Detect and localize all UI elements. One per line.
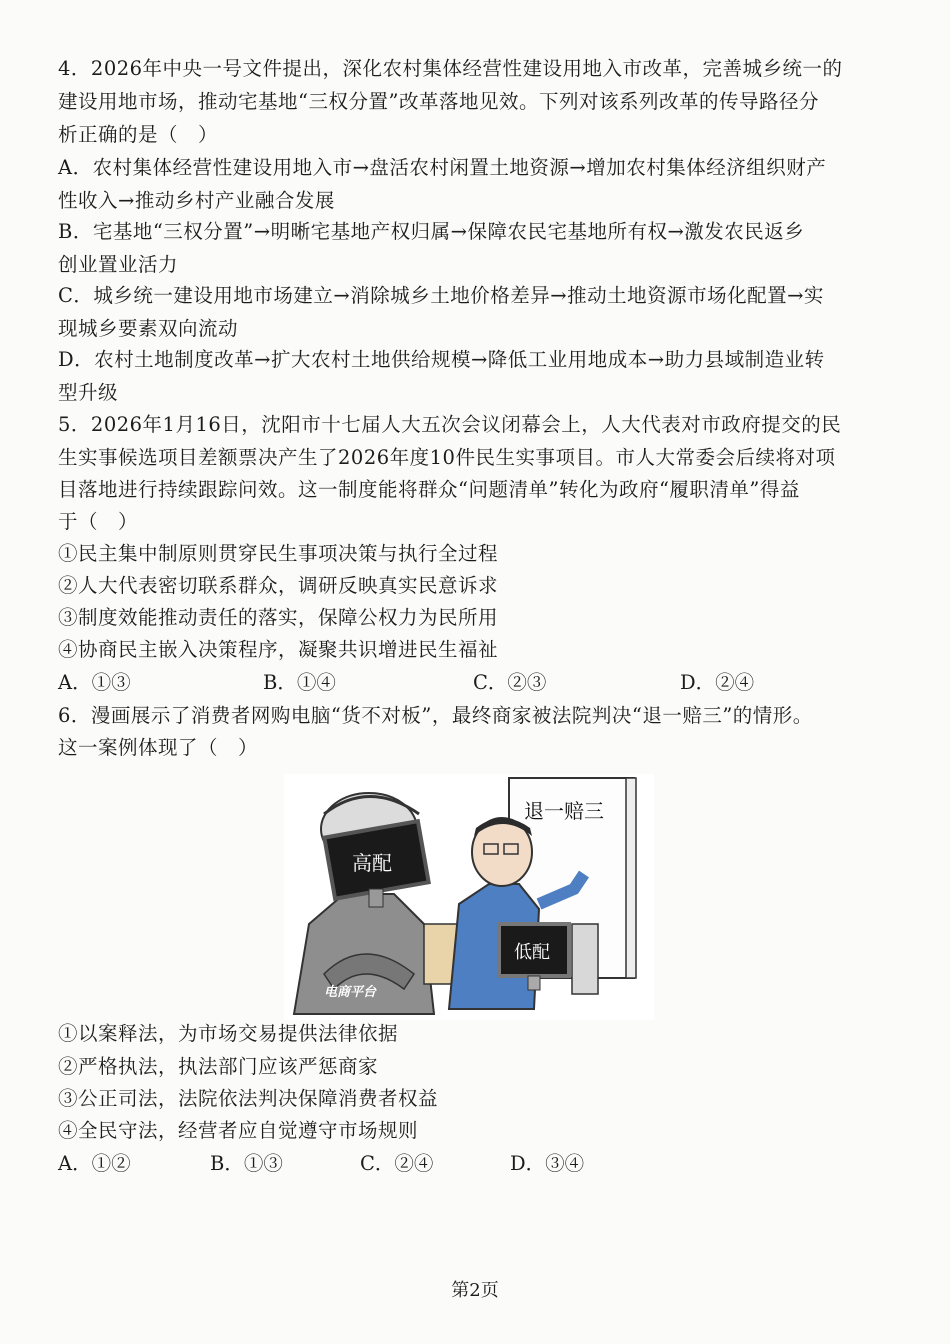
q6-option-c[interactable]: C．②④ xyxy=(360,1152,434,1175)
q6-item-1: ①以案释法，为市场交易提供法律依据 xyxy=(58,1022,399,1045)
q6-option-d[interactable]: D．③④ xyxy=(510,1152,585,1175)
q5-stem-line-2: 生实事候选项目差额票决产生了2026年度10件民生实事项目。市人大常委会后续将对项 xyxy=(58,446,836,469)
page-number: 第2页 xyxy=(451,1280,499,1301)
q5-stem-line-1: 5．2026年1月16日，沈阳市十七届人大五次会议闭幕会上，人大代表对市政府提交的民 xyxy=(58,413,842,436)
q4-option-d-line-2: 型升级 xyxy=(58,381,119,404)
q6-option-a[interactable]: A．①② xyxy=(58,1152,131,1175)
q4-option-c-line-2: 现城乡要素双向流动 xyxy=(58,317,239,340)
q4-option-d-line-1: D．农村土地制度改革→扩大农村土地供给规模→降低工业用地成本→助力县域制造业转 xyxy=(58,348,825,371)
platform-label: 电商平台 xyxy=(324,985,377,1000)
q6-stem-line-1: 6．漫画展示了消费者网购电脑“货不对板”，最终商家被法院判决“退一赔三”的情形。 xyxy=(58,704,813,727)
q4-stem-line-1: 4．2026年中央一号文件提出，深化农村集体经营性建设用地入市改革，完善城乡统一的 xyxy=(58,57,843,80)
q4-option-a-line-2: 性收入→推动乡村产业融合发展 xyxy=(58,189,335,212)
q4-option-a-line-1: A．农村集体经营性建设用地入市→盘活农村闲置土地资源→增加农村集体经济组织财产 xyxy=(58,156,827,179)
q6-stem-line-2: 这一案例体现了（ ） xyxy=(58,736,259,759)
q5-option-a[interactable]: A．①③ xyxy=(58,671,131,694)
q5-option-d[interactable]: D．②④ xyxy=(680,671,755,694)
q4-option-b-line-2: 创业置业活力 xyxy=(58,253,179,276)
q5-item-1: ①民主集中制原则贯穿民生事项决策与执行全过程 xyxy=(58,542,499,565)
q6-item-4: ④全民守法，经营者应自觉遵守市场规则 xyxy=(58,1119,419,1142)
q5-item-2: ②人大代表密切联系群众，调研反映真实民意诉求 xyxy=(58,574,499,597)
high-spec-label: 高配 xyxy=(352,851,392,875)
sign-text: 退一赔三 xyxy=(524,799,604,823)
low-spec-label: 低配 xyxy=(514,942,550,963)
q5-option-b[interactable]: B．①④ xyxy=(263,671,336,694)
q5-item-4: ④协商民主嵌入决策程序，凝聚共识增进民生福祉 xyxy=(58,638,499,661)
q5-stem-line-3: 目落地进行持续跟踪问效。这一制度能将群众“问题清单”转化为政府“履职清单”得益 xyxy=(58,478,800,501)
q6-item-2: ②严格执法，执法部门应该严惩商家 xyxy=(58,1055,379,1078)
q5-stem-line-4: 于（ ） xyxy=(58,510,139,533)
q5-option-c[interactable]: C．②③ xyxy=(473,671,547,694)
q4-option-b-line-1: B．宅基地“三权分置”→明晰宅基地产权归属→保障农民宅基地所有权→激发农民返乡 xyxy=(58,220,805,243)
cartoon-illustration xyxy=(284,774,654,1020)
q6-option-b[interactable]: B．①③ xyxy=(210,1152,283,1175)
q6-item-3: ③公正司法，法院依法判决保障消费者权益 xyxy=(58,1087,439,1110)
q5-item-3: ③制度效能推动责任的落实，保障公权力为民所用 xyxy=(58,606,499,629)
q4-stem-line-2: 建设用地市场，推动宅基地“三权分置”改革落地见效。下列对该系列改革的传导路径分 xyxy=(58,90,819,113)
q4-option-c-line-1: C．城乡统一建设用地市场建立→消除城乡土地价格差异→推动土地资源市场化配置→实 xyxy=(58,284,824,307)
q4-stem-line-3: 析正确的是（ ） xyxy=(58,123,219,146)
